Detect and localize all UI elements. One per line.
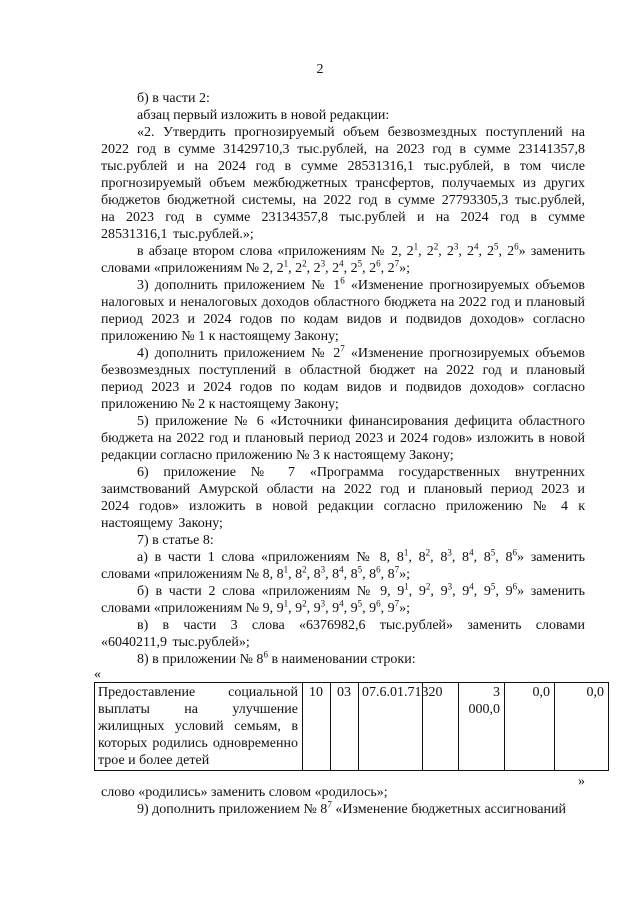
document-body: [94, 90, 604, 818]
sum-2023-cell: 0,0: [505, 683, 555, 771]
item-8: 8) в приложении № $8^6$ в наименовании строки:: [137, 649, 416, 667]
razdel-cell: 10: [303, 683, 331, 771]
item-7: 7) в статье 8:: [137, 533, 214, 548]
paragraph-b: б) в части 2:: [137, 91, 210, 106]
quoted-paragraph: «2. Утвердить прогнозируемый объем безвозмездных поступлений на 2022 год в сумме 31429710,3 тыс.рублей, на 2023 год в сумме 23141357,8 тыс.рублей и на 2024 год в сумме 28531316,1 тыс.рублей, в том числе прогнозируемый объем межбюджетных трансфертов, получаемых из других бюджетов бюджетной системы, на 2022 год в сумме 27793305,3 тыс.рублей, на 2023 год в сумме 23134357,8 тыс.рублей и на 2024 год в сумме 28531316,1 тыс.рублей.»;: [101, 125, 585, 242]
sum-2022-cell: 3 000,0: [459, 683, 505, 771]
quote-open: «: [94, 667, 101, 682]
item-6: 6) приложение № 7 «Программа государственных внутренних заимствований Амурской области на 2022 год и плановый период 2023 и 2024 годов» изложить в новой редакции согласно приложению № 4 к настоящему Закону;: [101, 465, 585, 531]
item-7b: б) в части 2 слова «приложениям № 9, $9^1$, $9^2$, $9^3$, $9^4$, $9^5$, $9^6$» заменить словами «приложениям № 9, $9^1$, $9^2$, $9^3$, $9^4$, $9^5$, $9^6$, $9^7$»;: [101, 581, 586, 616]
page-number: 2: [316, 62, 324, 77]
sum-2024-cell: 0,0: [555, 683, 609, 771]
item-5: 5) приложение № 6 «Источники финансирования дефицита областного бюджета на 2022 год и плановый период 2023 и 2024 годов» изложить в новой редакции согласно приложению № 3 к настоящему Закону;: [101, 414, 585, 463]
paragraph-abzac-vtorom: в абзаце втором слова «приложениям № 2, $2^1$, $2^2$, $2^3$, $2^4$, $2^5$, $2^6$» заменить словами «приложениям № 2, $2^1$, $2^2$, $2^3$, $2^4$, $2^5$, $2^6$, $2^7$»;: [101, 241, 586, 276]
after-table-text: слово «родились» заменить словом «родилось»;: [101, 785, 388, 800]
item-3: 3) дополнить приложением № $1^6$ «Изменение прогнозируемых объемов налоговых и неналоговых доходов областного бюджета на 2022 год и плановый период 2023 и 2024 годов по кодам видов и подвидов доходов» согласно приложению № 1 к настоящему Закону;: [101, 275, 585, 344]
item-7a: а) в части 1 слова «приложениям № 8, $8^1$, $8^2$, $8^3$, $8^4$, $8^5$, $8^6$» заменить словами «приложениям № 8, $8^1$, $8^2$, $8^3$, $8^4$, $8^5$, $8^6$, $8^7$»;: [101, 547, 586, 582]
quote-close: »: [578, 774, 585, 789]
item-9: 9) дополнить приложением № $8^7$ «Изменение бюджетных ассигнований: [137, 799, 566, 817]
row-name-cell: Предоставление социальной выплаты на улучшение жилищных условий семьям, в которых родились одновременно трое и более детей: [95, 683, 303, 771]
csr-cell: 07.6.01.71320: [359, 683, 423, 771]
paragraph-abzac: абзац первый изложить в новой редакции:: [137, 108, 390, 123]
budget-table: [94, 682, 609, 771]
item-7c: в) в части 3 слова «6376982,6 тыс.рублей» заменить словами «6040211,9 тыс.рублей»;: [101, 618, 585, 650]
item-4: 4) дополнить приложением № $2^7$ «Изменение прогнозируемых объемов безвозмездных поступлений в областной бюджет на 2022 год и плановый период 2023 и 2024 годов по кодам видов и подвидов доходов» согласно приложению № 2 к настоящему Закону;: [101, 343, 585, 412]
table-row: [95, 683, 609, 771]
podrazdel-cell: 03: [331, 683, 359, 771]
